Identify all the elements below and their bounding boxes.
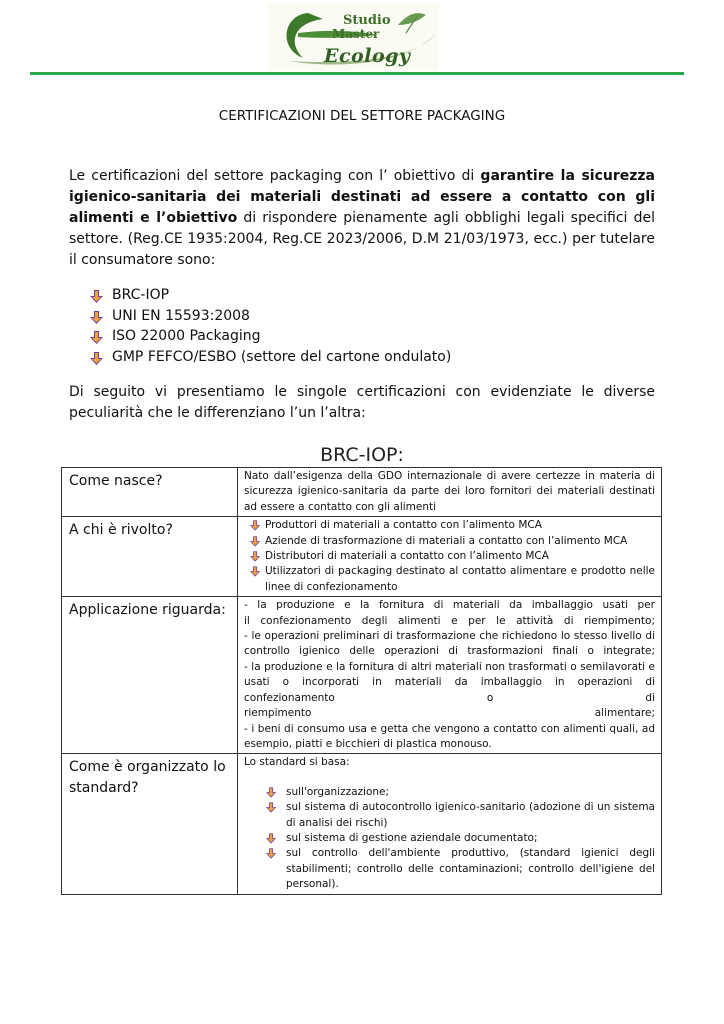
logo-text-ecology: Ecology	[324, 45, 411, 67]
application-line: - la produzione e la fornitura di materiali da imballaggio usati per	[244, 599, 655, 612]
question-cell: Applicazione riguarda:	[62, 597, 238, 754]
application-line: - le operazioni preliminari di trasformazione che richiedono lo stesso livello di	[244, 630, 655, 643]
application-line: usati o incorporati in materiali da imballaggio in operazioni di confezionamento o di	[244, 676, 655, 704]
answer-cell	[238, 597, 662, 754]
list-item	[244, 534, 655, 549]
arrow-bullet-icon	[90, 351, 104, 364]
list-item-label: GMP FEFCO/ESBO (settore del cartone ondulato)	[112, 348, 452, 365]
application-line: - la produzione e la fornitura di altri materiali non trasformati o semilavorati e	[244, 660, 655, 673]
answer-cell	[238, 754, 662, 894]
list-item	[264, 800, 655, 831]
list-item-label: sull'organizzazione;	[286, 785, 390, 798]
list-item-label: sul sistema di gestione aziendale documentato;	[286, 831, 538, 844]
arrow-bullet-icon	[266, 848, 277, 859]
application-line: - i beni di consumo usa e getta che vengono a contatto con alimenti quali, ad	[244, 722, 655, 735]
brc-iop-table	[61, 467, 662, 895]
question-cell: Come nasce?	[62, 468, 238, 517]
intro-text-end: di rispondere pienamente agli obblighi legali specifici del settore. (Reg.CE 1935:2004, Reg.CE 2023/2006, D.M 21/03/1973, ecc.) per tutelare il consumatore sono:	[69, 210, 655, 268]
application-line: riempimento alimentare;	[244, 707, 655, 720]
application-line: controllo igienico delle operazioni di trasformazioni finali o integrate;	[244, 645, 655, 658]
arrow-bullet-icon	[90, 330, 104, 343]
standard-list	[264, 785, 655, 893]
list-item	[90, 306, 451, 327]
arrow-bullet-icon	[266, 833, 277, 844]
question-cell: A chi è rivolto?	[62, 517, 238, 597]
following-paragraph: Di seguito vi presentiamo le singole certificazioni con evidenziate le diverse peculiarità che le differenziano l’un l’altra:	[69, 384, 655, 421]
question-cell: Come è organizzato lo standard?	[62, 754, 238, 894]
header-green-rule	[30, 72, 684, 75]
list-item	[264, 785, 655, 800]
studio-master-ecology-logo	[268, 3, 439, 71]
application-line: il confezionamento degli alimenti e per le attività di riempimento;	[244, 614, 655, 627]
list-item	[244, 564, 655, 595]
list-item	[90, 347, 451, 368]
arrow-bullet-icon	[90, 310, 104, 323]
arrow-bullet-icon	[250, 551, 261, 562]
list-item	[264, 831, 655, 846]
intro-text-start: Le certificazioni del settore packaging con l’ obiettivo di	[69, 168, 481, 184]
page-title: CERTIFICAZIONI DEL SETTORE PACKAGING	[218, 108, 506, 124]
application-line: esempio, piatti e bicchieri di plastica monouso.	[244, 737, 492, 750]
arrow-bullet-icon	[250, 566, 261, 577]
arrow-bullet-icon	[266, 787, 277, 798]
arrow-bullet-icon	[90, 289, 104, 302]
list-item	[90, 285, 451, 306]
list-item-label: Produttori di materiali a contatto con l’alimento MCA	[265, 519, 542, 532]
intro-text-bold: garantire la sicurezza igienico-sanitaria dei materiali destinati ad essere a contatto con gli alimenti e l’obiettivo	[69, 168, 655, 226]
arrow-bullet-icon	[250, 520, 261, 531]
list-item	[90, 326, 451, 347]
list-item-label: UNI EN 15593:2008	[112, 307, 250, 324]
table-row	[62, 517, 662, 597]
table-row	[62, 754, 662, 894]
target-list	[244, 518, 655, 595]
arrow-bullet-icon	[250, 536, 261, 547]
list-item	[244, 518, 655, 533]
list-item-label: sul sistema di autocontrollo igienico-sanitario (adozione di un sistema di analisi dei rischi)	[286, 801, 655, 829]
list-item	[264, 846, 655, 892]
brc-iop-heading: BRC-IOP:	[320, 444, 404, 466]
certifications-list	[90, 285, 451, 367]
list-item-label: ISO 22000 Packaging	[112, 328, 261, 344]
list-item	[244, 549, 655, 564]
list-item-label: Distributori di materiali a contatto con l’alimento MCA	[265, 550, 549, 563]
list-item-label: Aziende di trasformazione di materiali a contatto con l’alimento MCA	[265, 534, 628, 547]
list-item-label: sul controllo dell'ambiente produttivo, (standard igienici degli stabilimenti; controllo delle contaminazioni; controllo dell'igiene del personal).	[286, 847, 655, 891]
standard-intro: Lo standard si basa:	[244, 756, 350, 769]
logo-text-master: Master	[332, 27, 380, 41]
list-item-label: Utilizzatori di packaging destinato al contatto alimentare e prodotto nelle linee di confezionamento	[265, 565, 655, 593]
arrow-bullet-icon	[266, 802, 277, 813]
answer-cell	[238, 517, 662, 597]
table-row	[62, 597, 662, 754]
logo-text-studio: Studio	[343, 13, 391, 28]
table-row	[62, 468, 662, 517]
list-item-label: BRC-IOP	[112, 287, 170, 303]
intro-paragraph	[69, 166, 655, 271]
answer-cell: Nato dall’esigenza della GDO internazionale di avere certezze in materia di sicurezza igienico-sanitaria da parte dei loro fornitori dei materiali destinati ad essere a contatto con gli alimenti	[238, 468, 662, 517]
